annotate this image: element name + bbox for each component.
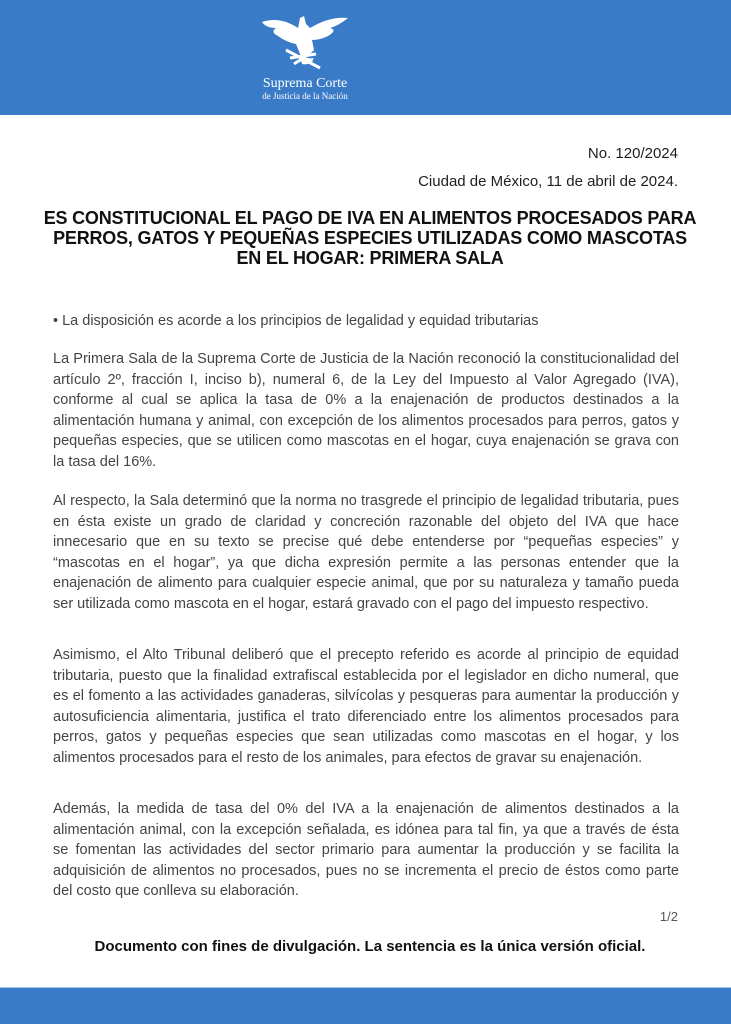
bulletin-number: No. 120/2024 (587, 145, 678, 162)
paragraph: Al respecto, la Sala determinó que la norma no trasgrede el principio de legalidad tributaria, pues en ésta existe un grado de claridad y concreción razonable del objeto del IVA que hace innecesario que en su texto se precise qué debe entenderse por “pequeñas especies” y “mascotas en el hogar”, ya que dicha expresión permite a las personas entender que la enajenación de alimento para cualquier especie animal, que por su naturaleza y tamaño pueda ser utilizada como mascota en el hogar, estará gravado con el pago del impuesto respectivo. (53, 493, 679, 612)
paragraph: La Primera Sala de la Suprema Corte de Justicia de la Nación reconoció la constitucionalidad del artículo 2º, fracción I, inciso b), numeral 6, de la Ley del Impuesto al Valor Agregado (IVA), conforme al cual se aplica la tasa de 0% a la enajenación de productos destinados a la alimentación humana y animal, con excepción de los alimentos procesados para perros, gatos y pequeñas especies, que se utilicen como mascotas en el hogar, cuya enajenación se grava con la tasa del 16%. (53, 351, 679, 470)
footer-banner (0, 988, 731, 1024)
header-banner (0, 0, 731, 115)
document-title: ES CONSTITUCIONAL EL PAGO DE IVA EN ALIMENTOS PROCESADOS PARA PERROS, GATOS Y PEQUEÑAS ESPECIES UTILIZADAS COMO MASCOTAS EN EL HOGAR: PRIMERA SALA (43, 208, 697, 268)
paragraph: Además, la medida de tasa del 0% del IVA a la enajenación de alimentos destinados a la alimentación animal, con la excepción señalada, es idónea para tal fin, ya que a través de ésta se fomentan las actividades del sector primario para aumentar la producción y se facilita la adquisición de alimentos no procesados, pues no se incrementa el precio de éstos como parte del costo que conlleva su elaboración. (53, 801, 679, 899)
org-name: Suprema Corte (262, 76, 348, 91)
page-number: 1/2 (659, 909, 678, 924)
disclaimer: Documento con fines de divulgación. La sentencia es la única versión oficial. (94, 938, 646, 955)
summary-bullet: • La disposición es acorde a los principios de legalidad y equidad tributarias (53, 313, 539, 329)
org-subtitle: de Justicia de la Nación (262, 91, 348, 101)
court-logo (250, 14, 360, 101)
place-date: Ciudad de México, 11 de abril de 2024. (418, 173, 678, 190)
eagle-emblem-icon (260, 14, 350, 72)
paragraph: Asimismo, el Alto Tribunal deliberó que el precepto referido es acorde al principio de equidad tributaria, puesto que la finalidad extrafiscal establecida por el legislador en dicho numeral, que es el fomento a las actividades ganaderas, silvícolas y pesqueras para aumentar la producción y autosuficiencia alimentaria, justifica el trato diferenciado entre los alimentos procesados para perros, gatos y pequeñas especies que sean utilizadas como mascotas en el hogar, y los alimentos procesados para el resto de los animales, para efectos de gravar su enajenación. (53, 647, 679, 766)
